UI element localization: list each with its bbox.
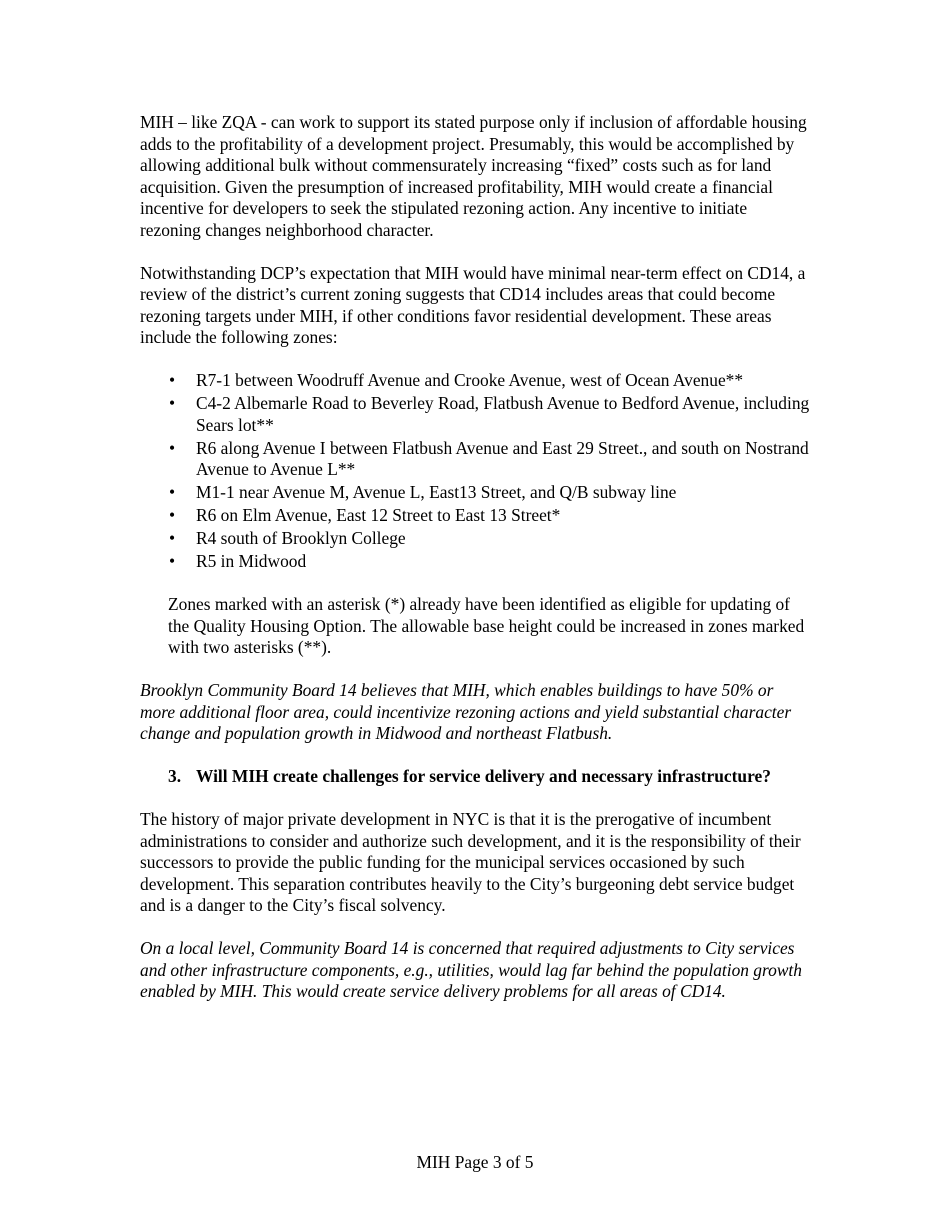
list-item (140, 438, 810, 481)
zone-text: C4-2 Albemarle Road to Beverley Road, Flatbush Avenue to Bedford Avenue, including Sears lot** (196, 393, 810, 435)
page-footer: MIH Page 3 of 5 (416, 1152, 534, 1172)
local-concern-statement: On a local level, Community Board 14 is concerned that required adjustments to City services and other infrastructure components, e.g., utilities, would lag far behind the population growth enabled by MIH. This would create service delivery problems for all areas of CD14. (140, 938, 802, 1001)
zone-text: R6 on Elm Avenue, East 12 Street to East 13 Street* (196, 505, 561, 525)
bullet-icon: • (169, 528, 176, 548)
list-item (140, 551, 810, 573)
bullet-icon: • (169, 505, 176, 525)
list-item (140, 393, 810, 436)
zone-text: R4 south of Brooklyn College (196, 528, 406, 548)
list-item (140, 482, 810, 504)
bullet-icon: • (169, 482, 176, 502)
question-text: Will MIH create challenges for service delivery and necessary infrastructure? (196, 766, 771, 786)
list-item (140, 528, 810, 550)
board-belief-statement: Brooklyn Community Board 14 believes that MIH, which enables buildings to have 50% or more additional floor area, could incentivize rezoning actions and yield substantial character change and population growth in Midwood and northeast Flatbush. (140, 680, 792, 743)
bullet-icon: • (169, 370, 176, 390)
bullet-icon: • (169, 551, 176, 571)
document-page (140, 112, 810, 1024)
question-heading (140, 766, 810, 788)
zone-text: R5 in Midwood (196, 551, 307, 571)
zone-text: R6 along Avenue I between Flatbush Avenue and East 29 Street., and south on Nostrand Avenue to Avenue L** (196, 437, 809, 479)
list-item (140, 505, 810, 527)
paragraph-dcp-expectation: Notwithstanding DCP’s expectation that MIH would have minimal near-term effect on CD14, a review of the district’s current zoning suggests that CD14 includes areas that could become rezoning targets under MIH, if other conditions favor residential development. These areas include the following zones: (140, 262, 806, 347)
zones-list (140, 370, 810, 573)
question-number: 3. (168, 766, 182, 786)
paragraph-mih-profitability: MIH – like ZQA - can work to support its stated purpose only if inclusion of affordable housing adds to the profitability of a development project. Presumably, this would be accomplished by allowing additional bulk without commensurately increasing “fixed” costs such as for land acquisition. Given the presumption of increased profitability, MIH would create a financial incentive for developers to seek the stipulated rezoning action. Any incentive to initiate rezoning changes neighborhood character. (140, 112, 807, 240)
zone-text: R7-1 between Woodruff Avenue and Crooke Avenue, west of Ocean Avenue** (196, 370, 744, 390)
list-item (140, 370, 810, 392)
bullet-icon: • (169, 393, 176, 413)
bullet-icon: • (169, 437, 176, 458)
zone-text: M1-1 near Avenue M, Avenue L, East13 Street, and Q/B subway line (196, 482, 677, 502)
paragraph-development-history: The history of major private development in NYC is that it is the prerogative of incumbent administrations to consider and authorize such development, and it is the responsibility of their successors to provide the public funding for the municipal services occasioned by such development. This separation contributes heavily to the City’s burgeoning debt service budget and is a danger to the City’s fiscal solvency. (140, 809, 801, 915)
zone-asterisk-note: Zones marked with an asterisk (*) already have been identified as eligible for updating of the Quality Housing Option. The allowable base height could be increased in zones marked with two asterisks (**). (168, 594, 805, 657)
